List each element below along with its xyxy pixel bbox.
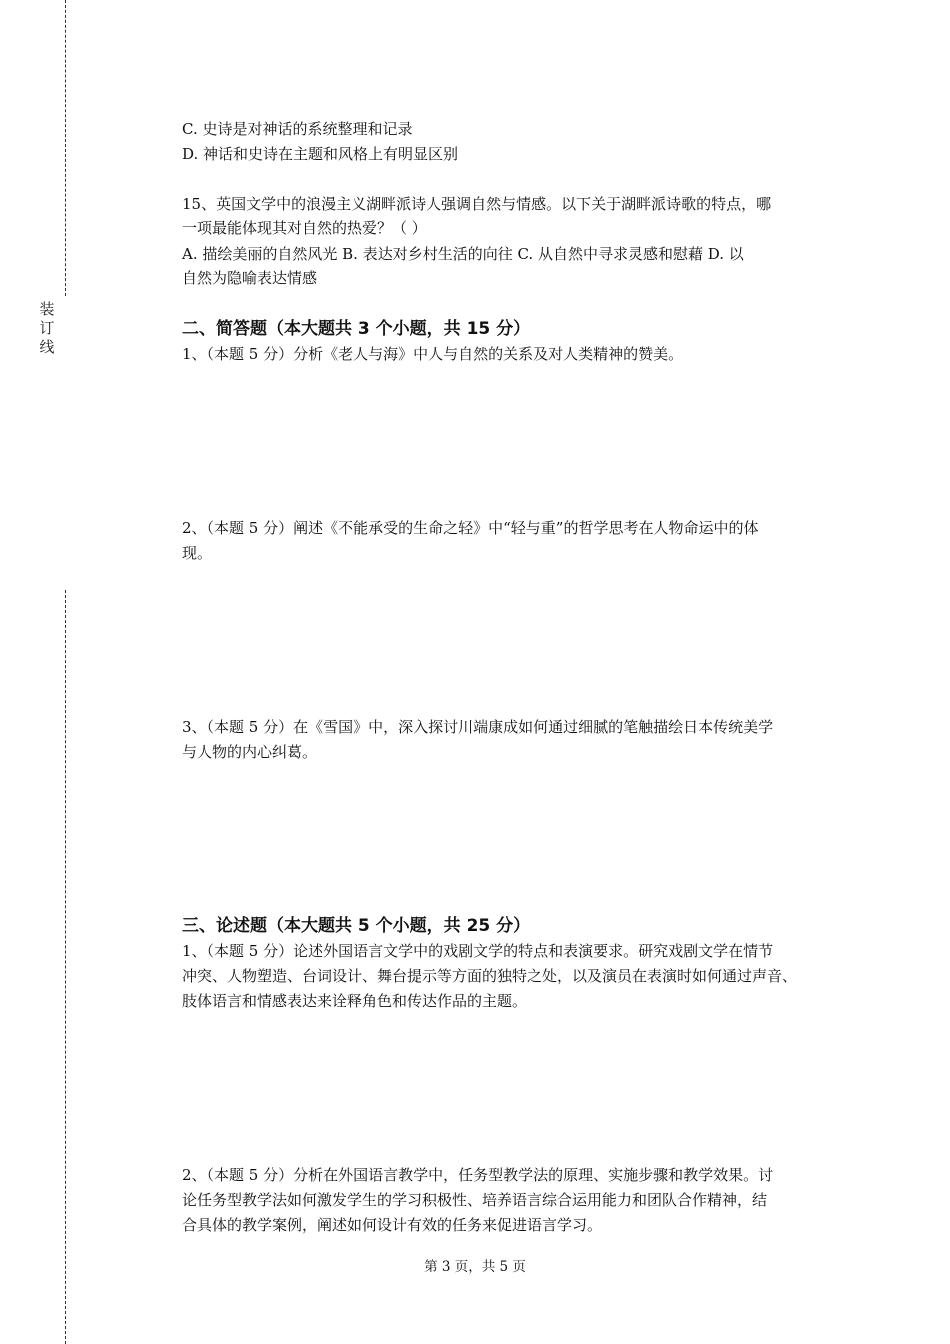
s2-q2-line1: 2、（本题 5 分）阐述《不能承受的生命之轻》中“轻与重”的哲学思考在人物命运中的体: [182, 519, 759, 537]
s3-q2-line2: 论任务型教学法如何激发学生的学习积极性、培养语言综合运用能力和团队合作精神，结: [182, 1191, 768, 1209]
binding-char: 装: [39, 300, 55, 318]
s3-q2-line1: 2、（本题 5 分）分析在外国语言教学中，任务型教学法的原理、实施步骤和教学效果。讨: [182, 1166, 774, 1184]
q15-options-line2: 自然为隐喻表达情感: [182, 269, 318, 287]
s2-q3-line1: 3、（本题 5 分）在《雪国》中，深入探讨川端康成如何通过细腻的笔触描绘日本传统美学: [182, 718, 774, 736]
binding-label: [37, 300, 57, 357]
section2-heading: 二、简答题（本大题共 3 个小题，共 15 分）: [182, 319, 531, 339]
binding-dashed-line-top: [65, 0, 66, 296]
q14-option-c: C. 史诗是对神话的系统整理和记录: [182, 120, 413, 138]
q14-option-d: D. 神话和史诗在主题和风格上有明显区别: [182, 145, 459, 163]
s3-q1-line1: 1、（本题 5 分）论述外国语言文学中的戏剧文学的特点和表演要求。研究戏剧文学在情节: [182, 942, 774, 960]
s2-q1-line1: 1、（本题 5 分）分析《老人与海》中人与自然的关系及对人类精神的赞美。: [182, 345, 684, 363]
s2-q2-line2: 现。: [182, 544, 213, 562]
s3-q1-line3: 肢体语言和情感表达来诠释角色和传达作品的主题。: [182, 992, 528, 1010]
q15-stem-line1: 15、英国文学中的浪漫主义湖畔派诗人强调自然与情感。以下关于湖畔派诗歌的特点，哪: [182, 195, 772, 213]
binding-dashed-line-bottom: [65, 590, 66, 1344]
s3-q2-line3: 合具体的教学案例，阐述如何设计有效的任务来促进语言学习。: [182, 1216, 603, 1234]
page-footer: 第 3 页，共 5 页: [424, 1259, 526, 1275]
section3-heading: 三、论述题（本大题共 5 个小题，共 25 分）: [182, 916, 531, 936]
binding-char: 订: [39, 319, 55, 337]
q15-stem-line2: 一项最能体现其对自然的热爱？（ ）: [182, 219, 427, 237]
q15-options-line1: A. 描绘美丽的自然风光 B. 表达对乡村生活的向往 C. 从自然中寻求灵感和慰藉 D. 以: [182, 245, 744, 263]
s2-q3-line2: 与人物的内心纠葛。: [182, 743, 318, 761]
binding-char: 线: [39, 338, 55, 356]
s3-q1-line2: 冲突、人物塑造、台词设计、舞台提示等方面的独特之处，以及演员在表演时如何通过声音、: [182, 967, 798, 985]
